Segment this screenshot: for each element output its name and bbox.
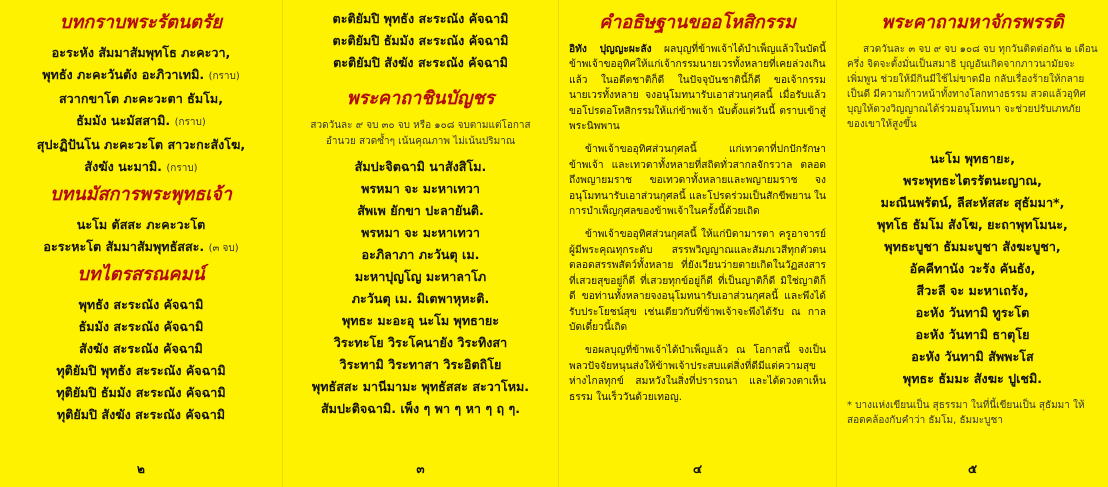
verse-line: พรหมา จะ มะหาเทวา (361, 181, 480, 196)
page-3 (282, 0, 558, 487)
page-number: ๕ (967, 462, 978, 476)
footnote: * บางแห่งเขียนเป็น สุธรรมา ในที่นี้เขียนเป็น สุธัมมา ให้สอดคล้องกับคำว่า ธัมโม, ธัมมะบูชา (847, 400, 1085, 426)
prayer-paragraph: ข้าพเจ้าขออุทิศส่วนกุศลนี้ แก่เทวดาที่ปกปักรักษาข้าพเจ้า และเทวดาทั้งหลายที่สถิตทั่วสากลจักรวาล ตลอดถึงพญายมราช ขอเทวดาทั้งหลายและพญายมราช จงอนุโมทนารับเอาส่วนกุศลนี้ และโปรดร่วมเป็นสักขีพยาน ในการบำเพ็ญกุศลของข้าพเจ้าในครั้งนี้ด้วยเถิด (569, 144, 826, 218)
verse-line: ตะติยัมปิ พุทธัง สะระณัง คัจฉามิ (332, 11, 509, 26)
verse-line: อะภิลาภา ภะวันตุ เม. (361, 247, 480, 262)
chant-instruction: สวดวันละ ๓ จบ ๙ จบ ๑๐๘ จบ ทุกวันติดต่อกัน ๒ เดือนครึ่ง จิตจะตั้งมั่นเป็นสมาธิ บุญอันเกิดจากภาวนามัยจะเพิ่มพูน ช่วยให้มีกินมีใช้ไม่ขาดมือ กลับเรื่องร้ายให้กลายเป็นดี มีความก้าวหน้าทั้งทางโลกทางธรรม สวดแล้วอุทิศบุญให้ดวงวิญญาณได้ร่วมอนุโมทนา จะช่วยปรับเภทภัยของเขาให้สูงขึ้น (847, 44, 1098, 130)
chant-instruction (293, 118, 548, 150)
verse-line: อะหัง วันทามิ สัพพะโส (911, 349, 1034, 364)
verse-line: วิระทามิ วิระทาสา วิระอิตถิโย (339, 357, 502, 372)
verse-line: ทุติยัมปิ สังฆัง สะระณัง คัจฉามิ (56, 407, 226, 422)
verse-line: อะระหะโต สัมมาสัมพุทธัสสะ. (๓ จบ) (43, 239, 239, 254)
title-triple-gem-homage: บทกราบพระรัตนตรัย (59, 12, 223, 33)
lead-phrase: อิทัง ปุญญะผะลัง (569, 44, 652, 55)
verse-line: ธัมมัง นะมัสสามิ. (กราบ) (76, 113, 206, 128)
instruction-line: สวดวันละ ๙ จบ ๓๐ จบ หรือ ๑๐๘ จบตามแต่โอกาส (310, 120, 531, 131)
verse-line: ตะติยัมปิ ธัมมัง สะระณัง คัจฉามิ (332, 33, 509, 48)
verse-line: สังฆัง สะระณัง คัจฉามิ (79, 341, 203, 356)
page-number: ๔ (692, 462, 703, 476)
verse-line: พรหมา จะ มะหาเทวา (361, 225, 480, 240)
verse-line: พุทธะ มะอะอุ นะโม พุทธายะ (341, 313, 500, 328)
title-forgiveness-prayer: คำอธิษฐานขออโหสิกรรม (599, 12, 796, 33)
verse-line: อะระหัง สัมมาสัมพุทโธ ภะคะวา, (51, 45, 231, 60)
verse-line: ทุติยัมปิ พุทธัง สะระณัง คัจฉามิ (56, 363, 226, 378)
verse-line: สังฆัง นะมามิ. (กราบ) (84, 159, 198, 174)
prayer-paragraph: ขอผลบุญที่ข้าพเจ้าได้บำเพ็ญแล้ว ณ โอกาสนี้ จงเป็นพลวปัจจัยหนุนส่งให้ข้าพเจ้าประสบแต่สิ่งที่ดีมีแต่ความสุข ห่างไกลทุกข์ สมหวังในสิ่งที่ปรารถนา และได้ดวงตาเห็นธรรม ในเร็ววันด้วยเทอญ. (569, 345, 826, 403)
verse-line: พุทธะบูชา ธัมมะบูชา สังฆะบูชา, (884, 239, 1061, 254)
bow-note: (กราบ) (208, 71, 240, 82)
title-homage-buddha: บทนมัสการพระพุทธเจ้า (50, 184, 232, 205)
prayer-paragraph: อิทัง ปุญญะผะลัง ผลบุญที่ข้าพเจ้าได้บำเพ็ญแล้วในบัดนี้ ข้าพเจ้าขออุทิศให้แก่เจ้ากรรมนายเวรทั้งหลายที่เคยล่วงเกินแล้ว ในอดีตชาติก็ดี ในปัจจุบันชาตินี้ก็ดี ขอเจ้ากรรมนายเวรทั้งหลาย จงอนุโมทนารับเอาส่วนกุศลนี้ เมื่อรับแล้ว ขอโปรดอโหสิกรรมให้แก่ข้าพเจ้า นับตั้งแต่วันนี้ ตราบเข้าสู่พระนิพพาน (569, 44, 826, 133)
prayer-paragraph: ข้าพเจ้าขออุทิศส่วนกุศลนี้ ให้แก่บิดามารดา ครูอาจารย์ ผู้มีพระคุณทุกระดับ สรรพวิญญาณและสัมภเวสีทุกตัวตน ตลอดสรรพสัตว์ทั้งหลาย ที่ยังเวียนว่ายตายเกิดในวัฏสงสาร ที่เสวยสุขอยู่ก็ดี ที่เสวยทุกข์อยู่ก็ดี ที่เป็นญาติก็ดี มิใช่ญาติก็ดี ขอท่านทั้งหลายจงอนุโมทนารับเอาส่วนกุศลนี้ และพึงได้รับประโยชน์สุข เช่นเดียวกับที่ข้าพเจ้าจะพึงได้รับ ณ กาลบัดเดี๋ยวนี้เถิด (569, 229, 826, 333)
verse-line: ตะติยัมปิ สังฆัง สะระณัง คัจฉามิ (333, 55, 508, 70)
page-number: ๓ (416, 462, 425, 476)
page-5 (836, 0, 1108, 487)
page-4 (558, 0, 836, 487)
bow-note: (กราบ) (166, 163, 198, 174)
verse-line: อะหัง วันทามิ ทูระโต (915, 305, 1030, 320)
verse-line: สีวะลี จะ มะหาเถรัง, (916, 283, 1029, 298)
verse-line: พระพุทธะไตรรัตนะญาณ, (903, 173, 1042, 188)
verse-line: นะโม พุทธายะ, (929, 151, 1016, 166)
verse-line: มะหาปุญโญ มะหาลาโภ (354, 269, 487, 284)
title-chinabanchorn: พระคาถาชินบัญชร (346, 88, 495, 109)
bow-note: (กราบ) (174, 117, 206, 128)
verse-line: พุทธัง ภะคะวันตัง อะภิวาเทมิ. (กราบ) (42, 67, 240, 82)
verse-line: พุทโธ ธัมโม สังโฆ, ยะถาพุทโมนะ, (877, 217, 1068, 232)
verse-line: พุทธะ ธัมมะ สังฆะ ปูเชมิ. (902, 371, 1043, 386)
page-number: ๒ (137, 462, 145, 476)
verse-line: อะหัง วันทามิ ธาตุโย (915, 327, 1030, 342)
verse-line: พุทธัสสะ มานีมามะ พุทธัสสะ สะวาโหม. (311, 379, 530, 394)
title-maha-chakkraphat: พระคาถามหาจักรพรรดิ (881, 12, 1064, 33)
verse-line: ทุติยัมปิ ธัมมัง สะระณัง คัจฉามิ (56, 385, 226, 400)
instruction-line: อำนวย สวดซ้ำๆ เน้นคุณภาพ ไม่เน้นปริมาณ (325, 136, 516, 147)
verse-line: นะโม ตัสสะ ภะคะวะโต (76, 217, 206, 232)
verse-line: ภะวันตุ เม. มิเตพาหุหะติ. (351, 291, 490, 306)
title-three-refuges: บทไตรสรณคมน์ (77, 264, 205, 285)
repeat-note: (๓ จบ) (208, 243, 239, 254)
verse-line: อัคคีทานัง วะรัง คันธัง, (909, 261, 1036, 276)
verse-line: สัพเพ ยักขา ปะลายันติ. (357, 203, 484, 218)
verse-line: ธัมมัง สะระณัง คัจฉามิ (78, 319, 204, 334)
verse-line: มะณีนพรัตน์, ลีสะหัสสะ สุธัมมา*, (880, 195, 1065, 210)
verse-line: สุปะฏิปันโน ภะคะวะโต สาวะกะสังโฆ, (36, 137, 246, 152)
verse-line: สัมปะติจฉามิ. เพ็ง ๆ พา ๆ หา ๆ ฤ ๆ. (320, 401, 521, 416)
verse-line: สวากขาโต ภะคะวะตา ธัมโม, (58, 91, 224, 106)
verse-line: พุทธัง สะระณัง คัจฉามิ (78, 297, 204, 312)
verse-line: วิระทะโย วิระโคนายัง วิระทิงสา (333, 335, 508, 350)
page-2 (0, 0, 282, 487)
verse-line: สัมปะจิตฉามิ นาสังสิโม. (354, 159, 487, 174)
